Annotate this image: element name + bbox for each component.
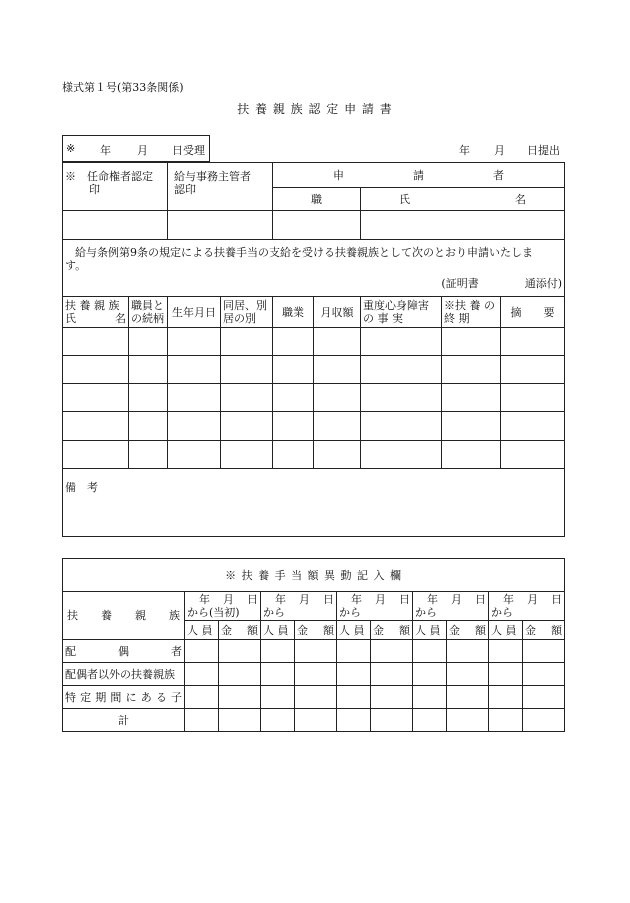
table-row — [63, 663, 565, 686]
dependents-header-row — [63, 297, 565, 328]
amount-subheader: 金 額 — [447, 621, 489, 640]
amount-subheader: 金 額 — [219, 621, 261, 640]
table-row — [63, 709, 565, 732]
header-end-date: ※扶 養 の 終 期 — [442, 297, 501, 328]
people-subheader: 人 員 — [337, 621, 371, 640]
remarks-cell[interactable] — [63, 469, 565, 537]
header-cohabitation: 同居、別 居の別 — [221, 297, 273, 328]
header-disability: 重度心身障害 の 事 実 — [361, 297, 442, 328]
period-4-header: 年 月 日 から — [413, 592, 489, 621]
payroll-label: 給与事務主管者 — [174, 170, 251, 183]
period-3-header: 年 月 日 から — [337, 592, 413, 621]
header-relationship: 職員と の続柄 — [129, 297, 168, 328]
applicant-name-field[interactable] — [361, 211, 565, 240]
appointer-seal-label: 印 — [89, 183, 100, 196]
submit-year: 年 — [459, 144, 470, 157]
applicant-header: 申 請 者 — [273, 163, 565, 188]
payroll-seal-box[interactable] — [168, 211, 273, 240]
allowance-change-table — [62, 558, 565, 732]
receipt-month: 月 — [137, 144, 148, 157]
form-number: 様式第１号(第33条関係) — [62, 81, 184, 94]
appointer-label: ※ 任命権者認定 — [65, 170, 153, 183]
header-birthdate: 生年月日 — [168, 297, 221, 328]
statement-cell — [63, 240, 565, 297]
form-title: 扶 養 親 族 認 定 申 請 書 — [237, 102, 393, 116]
table-row — [63, 441, 565, 469]
appointer-seal-box[interactable] — [63, 211, 168, 240]
appointer-approval-cell — [63, 163, 168, 211]
submit-month: 月 — [494, 144, 505, 157]
amount-subheader: 金 額 — [295, 621, 337, 640]
header-remarks: 摘 要 — [501, 297, 565, 328]
position-label: 職 — [273, 188, 361, 211]
applicant-name-label: 氏 名 — [361, 188, 565, 211]
header-monthly-income: 月収額 — [314, 297, 361, 328]
row-label-spouse: 配 偶 者 — [63, 640, 185, 663]
table-row — [63, 686, 565, 709]
period-1-header: 年 月 日 から(当初) — [185, 592, 261, 621]
receipt-mark: ※ — [66, 142, 76, 155]
header-dependent-name: 扶 養 親 族 氏 名 — [63, 297, 129, 328]
category-label: 扶 養 親 族 — [63, 592, 185, 640]
receipt-day: 日受理 — [172, 144, 205, 157]
table-row — [63, 328, 565, 356]
amount-subheader: 金 額 — [523, 621, 565, 640]
amount-subheader: 金 額 — [371, 621, 413, 640]
table-row — [63, 356, 565, 384]
payroll-approval-cell — [168, 163, 273, 211]
submit-day: 日提出 — [527, 144, 560, 157]
table-row — [63, 640, 565, 663]
allowance-change-title: ※ 扶 養 手 当 額 異 動 記 入 欄 — [63, 559, 565, 592]
position-field[interactable] — [273, 211, 361, 240]
remarks-label: 備 考 — [65, 481, 98, 494]
table-row — [63, 384, 565, 412]
header-occupation: 職業 — [273, 297, 314, 328]
period-2-header: 年 月 日 から — [261, 592, 337, 621]
row-label-other-dependents: 配偶者以外の扶養親族 — [63, 663, 185, 686]
receipt-year: 年 — [100, 144, 111, 157]
people-subheader: 人 員 — [261, 621, 295, 640]
people-subheader: 人 員 — [489, 621, 523, 640]
table-row — [63, 412, 565, 441]
period-5-header: 年 月 日 から — [489, 592, 565, 621]
payroll-seal-label: 認印 — [174, 183, 196, 196]
row-label-specified-child: 特 定 期 間 に あ る 子 — [63, 686, 185, 709]
statement-text: 給与条例第9条の規定による扶養手当の支給を受ける扶養親族として次のとおり申請いたしま — [75, 246, 533, 259]
statement-text-cont: す。 — [65, 259, 87, 272]
main-form-table — [62, 162, 565, 537]
people-subheader: 人 員 — [185, 621, 219, 640]
people-subheader: 人 員 — [413, 621, 447, 640]
certificate-note: (証明書 通添付) — [441, 277, 563, 290]
row-label-total: 計 — [63, 709, 185, 732]
